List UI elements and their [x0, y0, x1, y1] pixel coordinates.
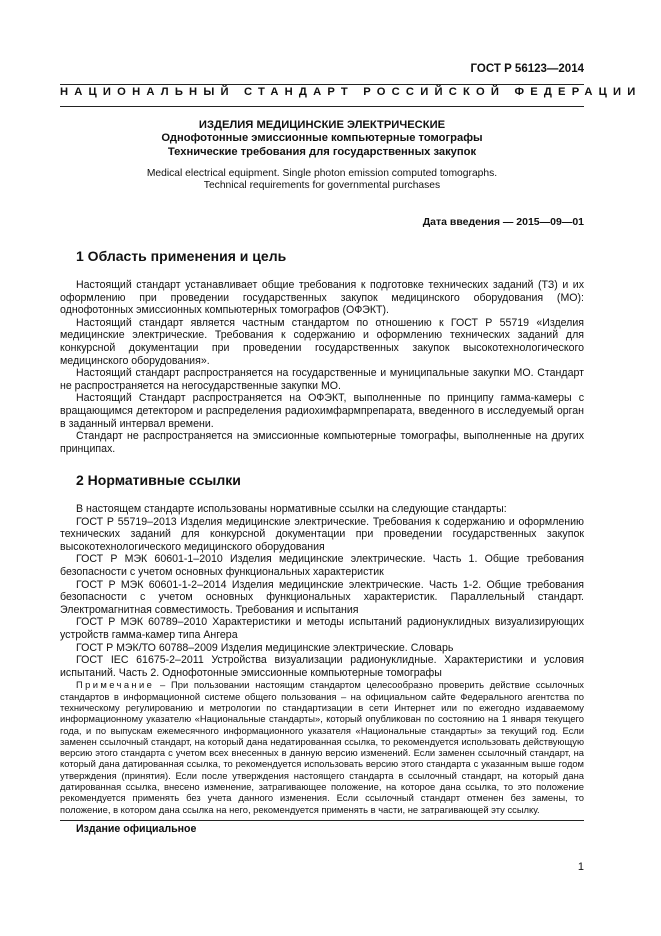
header-rule-top [60, 84, 584, 85]
note-text: – При пользовании настоящим стандартом целесообразно проверить действие ссылочных стандартов в информационной системе общего пользования – на официальном сайте Федерального агентства по техническому регулированию и метрологии по стандартизации в сети Интернет или по ежегодно издаваемому информационному указателю «Национальные стандарты», который опубликован по состоянию на 1 января текущего года, и по выпускам ежемесячного информационного указателя «Национальные стандарты» за текущий год. Если заменен ссылочный стандарт, на который дана недатированная ссылка, то рекомендуется использовать действующую версию этого стандарта с учетом всех внесенных в данную версию изменений. Если заменен ссылочный стандарт, на который дана датированная ссылка, то рекомендуется использовать версию этого стандарта с указанным выше годом утверждения (принятия). Если после утверждения настоящего стандарта в ссылочный стандарт, на который дана датированная ссылка, внесено изменение, затрагивающее положение, на которое дана ссылка, то это положение рекомендуется применять без учета данного изменения. Если ссылочный стандарт отменен без замены, то положение, в котором дана ссылка на него, рекомендуется применять в части, не затрагивающей эту ссылку. [60, 679, 584, 815]
standard-number: ГОСТ Р 56123—2014 [470, 63, 584, 75]
reference-item: ГОСТ Р МЭК 60601-1-2–2014 Изделия медицинские электрические. Часть 1-2. Общие требования безопасности с учетом основных функциональных характеристик. Параллельный стандарт. Электромагнитная совместимость. Требования и испытания [60, 578, 584, 616]
footer-rule [60, 820, 584, 821]
national-standard-banner: НАЦИОНАЛЬНЫЙ СТАНДАРТ РОССИЙСКОЙ ФЕДЕРАЦИИ [60, 86, 642, 98]
official-edition: Издание официальное [76, 823, 197, 835]
title-line-2: Однофотонные эмиссионные компьютерные томографы [161, 132, 483, 145]
header-rule-bottom [60, 106, 584, 107]
section-heading: 2 Нормативные ссылки [76, 472, 241, 488]
introduction-date: Дата введения — 2015—09—01 [422, 216, 584, 228]
section-scope [60, 248, 584, 455]
reference-item: ГОСТ Р 55719–2013 Изделия медицинские электрические. Требования к содержанию и оформлению технических заданий для конкурсной документации при проведении государственных закупок высокотехнологического медицинского оборудования [60, 515, 584, 553]
section-normative-references [60, 472, 584, 815]
title-line-3: Технические требования для государственных закупок [167, 145, 477, 158]
paragraph: Настоящий Стандарт распространяется на ОФЭКТ, выполненные по принципу гамма-камеры с вращающимся детектором и распределения радиохимфармпрепарата, введенного в исследуемый орган в заданный интервал времени. [60, 392, 584, 430]
reference-item: ГОСТ IEC 61675-2–2011 Устройства визуализации радионуклидные. Характеристики и условия испытаний. Часть 2. Однофотонные эмиссионные компьютерные томографы [60, 654, 584, 679]
paragraph: Настоящий стандарт является частным стандартом по отношению к ГОСТ Р 55719 «Изделия медицинские электрические. Требования к содержанию и оформлению технических заданий для конкурсной документации при проведении государственных закупок высокотехнологического медицинского оборудования». [60, 316, 584, 367]
english-title-line-1: Medical electrical equipment. Single photon emission computed tomographs. [146, 168, 498, 179]
section-body [60, 503, 584, 815]
section-heading: 1 Область применения и цель [76, 248, 287, 264]
title-block [60, 119, 584, 159]
english-title-line-2: Technical requirements for governmental purchases [203, 180, 441, 192]
page-number: 1 [577, 861, 584, 873]
note [60, 679, 584, 815]
note-label: Примечание [76, 679, 155, 691]
title-line-1: ИЗДЕЛИЯ МЕДИЦИНСКИЕ ЭЛЕКТРИЧЕСКИЕ [198, 119, 446, 131]
reference-item: ГОСТ Р МЭК 60601-1–2010 Изделия медицинские электрические. Часть 1. Общие требования безопасности с учетом основных функциональных характеристик [60, 553, 584, 578]
reference-item: ГОСТ Р МЭК/ТО 60788–2009 Изделия медицинские электрические. Словарь [76, 641, 454, 654]
english-title-block [60, 168, 584, 193]
section-body [60, 279, 584, 455]
reference-item: ГОСТ Р МЭК 60789–2010 Характеристики и методы испытаний радионуклидных визуализирующих устройств гамма-камер типа Ангера [60, 616, 584, 641]
paragraph: Стандарт не распространяется на эмиссионные компьютерные томографы, выполненные на других принципах. [60, 430, 584, 455]
paragraph: В настоящем стандарте использованы нормативные ссылки на следующие стандарты: [76, 503, 507, 515]
paragraph: Настоящий стандарт распространяется на государственные и муниципальные закупки МО. Стандарт не распространяется на негосударственные закупки МО. [60, 367, 584, 392]
paragraph: Настоящий стандарт устанавливает общие требования к подготовке технических заданий (ТЗ) и их оформлению при проведении государственных закупок медицинского оборудования (МО): однофотонных эмиссионных компьютерных томографов (ОФЭКТ). [60, 279, 584, 317]
